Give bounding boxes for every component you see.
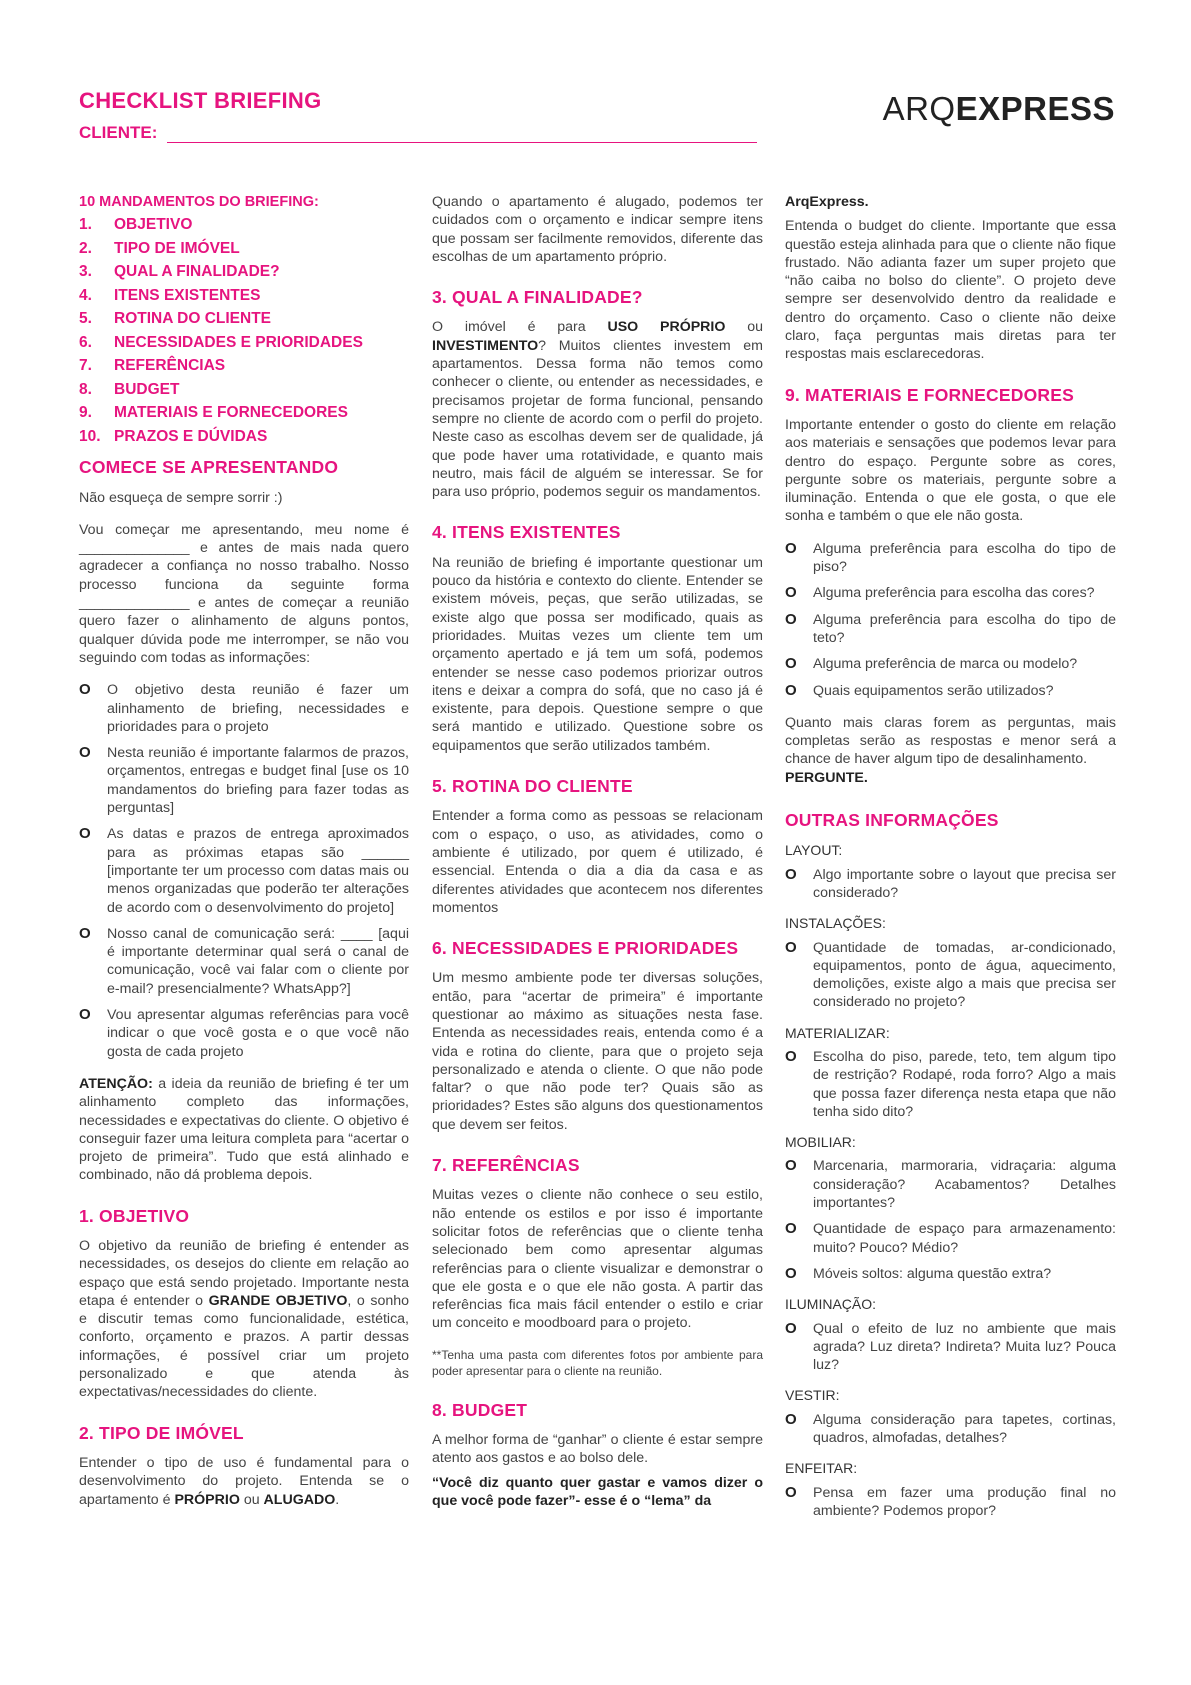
checkbox-circle-icon[interactable]: O: [79, 924, 91, 942]
mandamento-item: [79, 401, 409, 425]
outras-section-label: MATERIALIZAR:: [785, 1024, 890, 1041]
fin-strong-invest: INVESTIMENTO: [432, 337, 539, 354]
checklist-item-text: Quais equipamentos serão utilizados?: [813, 682, 1054, 699]
mandamento-label: QUAL A FINALIDADE?: [114, 263, 280, 281]
checklist-item-text: Alguma preferência para escolha do tipo de piso?: [813, 540, 1116, 576]
mandamento-item: [79, 307, 409, 331]
alugado-text: Quando o apartamento é alugado, podemos ter cuidados com o orçamento e indicar sempre itens que possam ser facilmente removidos, diferente das escolhas de um apartamento próprio.: [432, 194, 763, 265]
atencao-label: ATENÇÃO:: [79, 1075, 153, 1092]
checklist-item-text: Quantidade de tomadas, ar-condicionado, equipamentos, ponto de água, aquecimento, demolições, existe algo a mais que precisa ser considerado no projeto?: [813, 939, 1116, 1011]
mandamento-label: OBJETIVO: [114, 216, 193, 234]
checklist-item-text: Qual o efeito de luz no ambiente que mais agrada? Luz direta? Indireta? Muita luz? Pouca luz?: [813, 1320, 1116, 1374]
rotina-title: 5. ROTINA DO CLIENTE: [432, 776, 633, 797]
checkbox-circle-icon[interactable]: O: [785, 1264, 797, 1282]
materiais-closing: [785, 714, 1116, 787]
outras-section-checklist: [785, 1048, 1116, 1121]
atencao-text: a ideia da reunião de briefing é ter um alinhamento completo das informações, necessidades e expectativas do cliente. O objetivo é conseguir fazer uma leitura completa para “acertar o projeto de primeira”. Tudo que está alinhado e combinado, não dá problema depois.: [79, 1075, 409, 1184]
mandamento-label: TIPO DE IMÓVEL: [114, 239, 240, 257]
mandamento-number: 6.: [79, 333, 92, 351]
mandamento-number: 4.: [79, 286, 92, 304]
checklist-item-text: Alguma consideração para tapetes, cortinas, quadros, almofadas, detalhes?: [813, 1411, 1116, 1447]
checklist-item[interactable]: [785, 1265, 1116, 1283]
checkbox-circle-icon[interactable]: O: [785, 1410, 797, 1428]
outras-section-label: INSTALAÇÕES:: [785, 915, 886, 932]
intro-checklist: [79, 681, 409, 1061]
checkbox-circle-icon[interactable]: O: [785, 584, 797, 602]
pergunte-label: PERGUNTE.: [785, 769, 868, 786]
checklist-item[interactable]: [785, 540, 1116, 577]
checklist-item[interactable]: [785, 655, 1116, 673]
checklist-item-text: Alguma preferência para escolha do tipo de teto?: [813, 611, 1116, 646]
mandamento-item: [79, 425, 409, 449]
mandamento-item: [79, 284, 409, 308]
mandamentos-list: [79, 213, 409, 448]
client-name-line[interactable]: [167, 122, 757, 143]
itens-title: 4. ITENS EXISTENTES: [432, 522, 621, 543]
mandamento-item: [79, 237, 409, 261]
mandamento-label: ITENS EXISTENTES: [114, 286, 261, 304]
checklist-item-text: Pensa em fazer uma produção final no ambiente? Podemos propor?: [813, 1484, 1116, 1519]
outras-sections: [785, 841, 1116, 1520]
fin-text-c: ? Muitos clientes investem em apartamentos. Dessa forma não temos como conhecer o cliente, ou entender as necessidades, e precisamos projetar de forma funcional, pensando sempre no cliente de acordo com o perfil do projeto. Neste caso as escolhas devem ser de qualidade, já que pode haver uma rotatividade, e quanto mais neutro, mais fácil de alguém se interessar. Se for para uso próprio, podemos seguir os mandamentos.: [432, 337, 763, 501]
tipo-end: .: [335, 1491, 340, 1508]
objetivo-text-b: , o sonho e discutir temas como funcionalidade, estética, conforto, orçamento e prazos. A partir dessas informações, é possível criar um projeto personalizado e que atenda às expectativas/necessidades do cliente.: [79, 1292, 410, 1401]
checklist-item[interactable]: [785, 1411, 1116, 1448]
budget-lema: “Você diz quanto quer gastar e vamos dizer o que você pode fazer”- esse é o “lema” da: [432, 1474, 763, 1509]
tipo-imovel-title: 2. TIPO DE IMÓVEL: [79, 1422, 244, 1443]
checkbox-circle-icon[interactable]: O: [785, 1319, 797, 1337]
checklist-item[interactable]: [785, 611, 1116, 648]
referencias-note: **Tenha uma pasta com diferentes fotos por ambiente para poder apresentar para o cliente na reunião.: [432, 1347, 763, 1378]
client-label: CLIENTE:: [79, 123, 158, 142]
necessidades-text: Um mesmo ambiente pode ter diversas soluções, então, para “acertar de primeira” é importante questionar ao máximo as situações nesta fase. Entenda as necessidades reais, entenda como é a vida e rotina do cliente, para que o projeto seja personalizado e atenda o cliente. O que não pode faltar? o que não pode ter? Quais são as prioridades? Estes são alguns dos questionamentos que devem ser feitos.: [432, 970, 763, 1133]
mandamento-item: [79, 378, 409, 402]
checklist-item-text: Quantidade de espaço para armazenamento: muito? Pouco? Médio?: [813, 1221, 1116, 1256]
checklist-item-text: Vou apresentar algumas referências para você indicar o que você gosta e o que você não gosta de cada projeto: [107, 1007, 409, 1060]
outras-section-label: VESTIR:: [785, 1387, 840, 1404]
checklist-item[interactable]: [785, 939, 1116, 1012]
tipo-strong-alugado: ALUGADO: [263, 1491, 336, 1508]
fin-strong-uso: USO PRÓPRIO: [607, 319, 726, 336]
fin-text-a: O imóvel é para: [432, 319, 608, 336]
materiais-closing-text: Quanto mais claras forem as perguntas, mais completas serão as respostas e menor será a chance de haver algum tipo de desalinhamento.: [785, 714, 1116, 768]
objetivo-text-a: O objetivo da reunião de briefing é entender as necessidades, os desejos do cliente em relação ao espaço que está sendo projetado. Importante nesta etapa é entender o: [79, 1237, 409, 1309]
mandamento-number: 3.: [79, 263, 92, 281]
tipo-strong-proprio: PRÓPRIO: [174, 1491, 240, 1508]
outras-section-label: ENFEITAR:: [785, 1460, 858, 1477]
outras-section-label: MOBILIAR:: [785, 1134, 856, 1151]
logo-bold: EXPRESS: [955, 90, 1115, 127]
column-middle: [432, 193, 763, 1524]
mandamentos-title: 10 MANDAMENTOS DO BRIEFING:: [79, 194, 319, 210]
apresentacao-text: Vou começar me apresentando, meu nome é ______________ e antes de mais nada quero agradecer a confiança no nosso trabalho. Nosso processo funciona da seguinte forma ______________ e antes de começar a reunião quero fazer o alinhamento de alguns pontos, qualquer dúvida pode me interromper, se não vou seguindo com todas as informações:: [79, 521, 409, 666]
mandamento-label: NECESSIDADES E PRIORIDADES: [114, 333, 363, 351]
tipo-text-a: Entender o tipo de uso é fundamental para o desenvolvimento do projeto. Entenda se o apartamento é: [79, 1454, 409, 1508]
checkbox-circle-icon[interactable]: O: [79, 744, 91, 762]
referencias-title: 7. REFERÊNCIAS: [432, 1155, 580, 1176]
checklist-item[interactable]: [785, 1484, 1116, 1521]
checklist-item-text: Alguma preferência para escolha das cores?: [813, 585, 1095, 602]
mandamento-number: 1.: [79, 216, 92, 234]
checkbox-circle-icon[interactable]: O: [785, 681, 797, 699]
objetivo-strong: GRANDE OBJETIVO: [208, 1292, 348, 1309]
mandamento-item: [79, 213, 409, 237]
mandamento-label: MATERIAIS E FORNECEDORES: [114, 404, 348, 422]
outras-section-checklist: [785, 1484, 1116, 1521]
necessidades-title: 6. NECESSIDADES E PRIORIDADES: [432, 938, 739, 959]
checkbox-circle-icon[interactable]: O: [785, 1157, 797, 1175]
checklist-item[interactable]: [785, 1320, 1116, 1375]
checklist-item[interactable]: [785, 682, 1116, 700]
checklist-item[interactable]: [79, 1006, 409, 1061]
budget-title: 8. BUDGET: [432, 1399, 528, 1420]
checklist-item-text: Móveis soltos: alguma questão extra?: [813, 1265, 1052, 1282]
checklist-item-text: As datas e prazos de entrega aproximados para as próximas etapas são ______ [importante ter um processo com datas mais ou menos organizadas que poderão ter alterações de acordo com o desenvolvimento do projeto]: [107, 826, 409, 916]
mandamento-item: [79, 354, 409, 378]
column-left: [79, 193, 409, 1523]
sorrir-text: Não esqueça de sempre sorrir :): [79, 489, 283, 506]
materiais-checklist: [785, 540, 1116, 700]
checklist-item[interactable]: [79, 744, 409, 817]
checklist-item[interactable]: [785, 1157, 1116, 1212]
mandamento-number: 9.: [79, 404, 92, 422]
mandamento-number: 5.: [79, 310, 92, 328]
checklist-item[interactable]: [79, 925, 409, 998]
outras-section-checklist: [785, 1157, 1116, 1283]
checkbox-circle-icon[interactable]: O: [79, 825, 91, 843]
rotina-text: Entender a forma como as pessoas se relacionam com o espaço, o uso, as atividades, como o ambiente é utilizado, por quem é utilizado, é essencial. Entenda o dia a dia da casa e as diferentes atividades que acontecem nos diferentes momentos: [432, 808, 763, 916]
checklist-item-text: Algo importante sobre o layout que precisa ser considerado?: [813, 866, 1116, 901]
outras-title: OUTRAS INFORMAÇÕES: [785, 810, 999, 831]
outras-section-label: LAYOUT:: [785, 842, 843, 859]
materiais-title: 9. MATERIAIS E FORNECEDORES: [785, 384, 1074, 405]
mandamento-label: PRAZOS E DÚVIDAS: [114, 427, 268, 445]
column-right: [785, 193, 1116, 1528]
checklist-item[interactable]: [79, 825, 409, 916]
checklist-item[interactable]: [785, 1048, 1116, 1121]
objetivo-text: [79, 1237, 409, 1402]
checklist-item[interactable]: [79, 681, 409, 736]
fin-text-b: ou: [725, 319, 763, 336]
mandamento-number: 10.: [79, 427, 101, 445]
arqexpress-strong: ArqExpress.: [785, 194, 869, 210]
atencao-paragraph: [79, 1075, 409, 1185]
outras-section-label: ILUMINAÇÃO:: [785, 1296, 877, 1313]
materiais-text: Importante entender o gosto do cliente em relação aos materiais e sensações que podemos levar para dentro do espaço. Pergunte sobre as cores, pergunte sobre os materiais, pergunte sobre a iluminação. Entenda o que ele gosta, o que ele sonha e também o que ele não gosta.: [785, 416, 1116, 525]
checkbox-circle-icon[interactable]: O: [785, 610, 797, 628]
checkbox-circle-icon[interactable]: O: [785, 655, 797, 673]
checklist-item[interactable]: [785, 584, 1116, 602]
checklist-item[interactable]: [785, 866, 1116, 903]
client-field: [79, 122, 757, 143]
objetivo-title: 1. OBJETIVO: [79, 1205, 190, 1226]
checklist-item-text: Nesta reunião é importante falarmos de prazos, orçamentos, entregas e budget final [use os 10 mandamentos do briefing para fazer todas as perguntas]: [107, 745, 409, 817]
mandamento-number: 2.: [79, 239, 92, 257]
page-title: CHECKLIST BRIEFING: [79, 88, 322, 113]
itens-text: Na reunião de briefing é importante questionar um pouco da história e contexto do cliente. Entender se existem móveis, peças, que serão utilizadas, se existe algo que possa ser modificado, quais as prioridades. Muitas vezes um cliente tem um orçamento apertado e já tem um sofá, podemos entender se nesse caso podemos priorizar outros itens e deixar a compra do sofá, que no caso já é existente, para depois. Questione sempre o que será mantido e utilizado. Questione sobre os equipamentos que serão utilizados também.: [432, 554, 763, 754]
tipo-mid: ou: [239, 1491, 264, 1508]
brand-logo: [883, 90, 1115, 128]
budget-text: A melhor forma de “ganhar” o cliente é estar sempre atento aos gastos e ao bolso dele.: [432, 1432, 763, 1467]
checkbox-circle-icon[interactable]: O: [79, 681, 91, 699]
checkbox-circle-icon[interactable]: O: [785, 1483, 797, 1501]
referencias-text: Muitas vezes o cliente não conhece o seu estilo, não entende os estilos e por isso é importante solicitar fotos de referências que o cliente tenha selecionado bem como apresentar algumas referências para o cliente visualizar e demonstrar o que ele gosta e o que ele não gosta. A partir das referências fica mais fácil entender o estilo e criar um conceito e moodboard para o projeto.: [432, 1187, 763, 1332]
tipo-imovel-text: [79, 1454, 409, 1509]
checklist-item[interactable]: [785, 1220, 1116, 1257]
checkbox-circle-icon[interactable]: O: [785, 865, 797, 883]
checkbox-circle-icon[interactable]: O: [785, 539, 797, 557]
outras-section-checklist: [785, 866, 1116, 903]
mandamento-number: 8.: [79, 380, 92, 398]
mandamento-label: BUDGET: [114, 380, 180, 398]
checklist-item-text: Alguma preferência de marca ou modelo?: [813, 656, 1078, 673]
outras-section-checklist: [785, 939, 1116, 1012]
mandamento-item: [79, 260, 409, 284]
comece-title: COMECE SE APRESENTANDO: [79, 457, 339, 478]
checklist-item-text: Marcenaria, marmoraria, vidraçaria: alguma consideração? Acabamentos? Detalhes importantes?: [813, 1158, 1116, 1212]
finalidade-title: 3. QUAL A FINALIDADE?: [432, 287, 643, 308]
mandamento-label: REFERÊNCIAS: [114, 357, 226, 375]
outras-section-checklist: [785, 1411, 1116, 1448]
finalidade-text: [432, 318, 763, 501]
checkbox-circle-icon[interactable]: O: [785, 1220, 797, 1238]
logo-light: ARQ: [882, 90, 956, 127]
checklist-item-text: Nosso canal de comunicação será: ____ [aqui é importante determinar qual será o canal de comunicação, você vai falar com o cliente por e-mail? presencialmente? WhatsApp?]: [107, 925, 409, 997]
checklist-item-text: O objetivo desta reunião é fazer um alinhamento de briefing, necessidades e prioridades para o projeto: [107, 682, 409, 735]
checkbox-circle-icon[interactable]: O: [79, 1006, 91, 1024]
budget-continuation: Entenda o budget do cliente. Importante que essa questão esteja alinhada para que o cliente não fique frustado. Não adianta fazer um super projeto que “não caiba no bolso do cliente”. O projeto deve sempre ser desenvolvido dentro da realidade e dentro do orçamento. Caso o cliente não deixe claro, faça perguntas mais diretas para ter respostas mais esclarecedoras.: [785, 218, 1116, 363]
checklist-item-text: Escolha do piso, parede, teto, tem algum tipo de restrição? Rodapé, roda forro? Algo a mais que possa fazer diferença nesta etapa que não tenha sido dito?: [813, 1048, 1116, 1120]
checkbox-circle-icon[interactable]: O: [785, 938, 797, 956]
mandamento-number: 7.: [79, 357, 92, 375]
outras-section-checklist: [785, 1320, 1116, 1375]
mandamento-label: ROTINA DO CLIENTE: [114, 310, 272, 328]
checkbox-circle-icon[interactable]: O: [785, 1047, 797, 1065]
mandamento-item: [79, 331, 409, 355]
